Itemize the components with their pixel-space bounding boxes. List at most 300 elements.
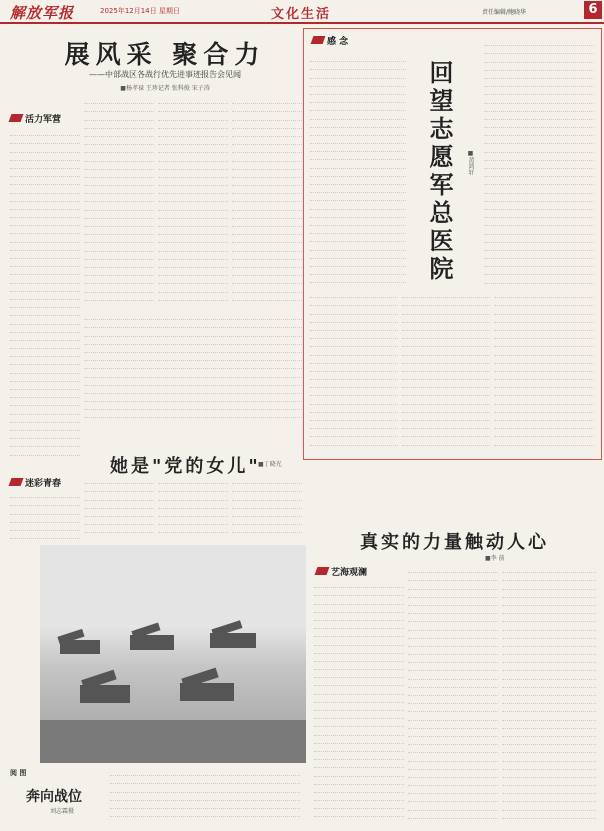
text-line — [314, 719, 404, 727]
text-line — [314, 596, 404, 604]
text-line — [84, 243, 154, 251]
text-line — [84, 476, 154, 484]
text-line — [408, 737, 498, 745]
text-line — [494, 413, 594, 421]
kicker-arts: 艺海观澜 — [316, 565, 367, 578]
text-line — [484, 275, 594, 283]
text-line — [10, 325, 80, 333]
text-line — [310, 388, 398, 396]
text-column — [484, 38, 594, 288]
text-line — [310, 421, 398, 429]
text-line — [310, 251, 406, 259]
text-line — [158, 260, 228, 268]
text-line — [84, 378, 302, 386]
text-line — [408, 680, 498, 688]
text-line — [232, 170, 302, 178]
text-column — [10, 490, 80, 540]
text-line — [158, 484, 228, 492]
text-line — [408, 802, 498, 810]
text-line — [502, 680, 596, 688]
text-line — [314, 605, 404, 613]
text-line — [402, 372, 490, 380]
text-line — [310, 267, 406, 275]
text-line — [10, 498, 80, 506]
text-line — [158, 153, 228, 161]
text-line — [232, 260, 302, 268]
text-line — [408, 655, 498, 663]
text-line — [484, 202, 594, 210]
text-line — [502, 770, 596, 778]
kicker-mark-icon — [315, 567, 330, 575]
text-line — [158, 96, 228, 104]
text-line — [158, 202, 228, 210]
gallery-label: 阅 图 — [10, 769, 27, 777]
text-line — [310, 120, 406, 128]
text-line — [110, 776, 300, 784]
text-column — [84, 312, 302, 422]
text-line — [484, 136, 594, 144]
text-line — [494, 380, 594, 388]
essay-author: ■黄鸿轩 — [467, 150, 474, 175]
text-line — [310, 152, 406, 160]
text-line — [10, 251, 80, 259]
story3-title: 真实的力量触动人心 — [360, 532, 549, 553]
kicker-mark-icon — [9, 478, 24, 486]
text-line — [502, 565, 596, 573]
text-line — [310, 275, 406, 283]
text-column — [502, 565, 596, 820]
text-column — [110, 768, 300, 818]
text-line — [484, 259, 594, 267]
text-line — [158, 112, 228, 120]
text-line — [484, 63, 594, 71]
text-line — [10, 292, 80, 300]
text-line — [84, 202, 154, 210]
text-line — [484, 243, 594, 251]
kicker-mark-icon — [9, 114, 24, 122]
text-line — [402, 290, 490, 298]
text-line — [310, 144, 406, 152]
text-line — [402, 323, 490, 331]
text-line — [502, 745, 596, 753]
text-line — [408, 786, 498, 794]
text-line — [408, 794, 498, 802]
text-line — [84, 145, 154, 153]
text-column — [314, 580, 404, 820]
text-line — [310, 323, 398, 331]
text-line — [84, 353, 302, 361]
text-column — [84, 96, 154, 306]
text-line — [158, 509, 228, 517]
text-line — [408, 631, 498, 639]
kicker-youth: 迷彩青春 — [10, 476, 61, 489]
text-line — [408, 696, 498, 704]
text-line — [232, 243, 302, 251]
text-line — [310, 234, 406, 242]
text-line — [502, 647, 596, 655]
text-line — [310, 315, 398, 323]
text-line — [484, 153, 594, 161]
text-line — [408, 721, 498, 729]
text-line — [484, 210, 594, 218]
newspaper-logo: 解放军报 — [10, 4, 75, 22]
feature-byline: ■杨孝禄 王珍记者 张科俊 宋子涛 — [120, 85, 210, 92]
text-line — [484, 112, 594, 120]
text-line — [314, 646, 404, 654]
text-line — [110, 809, 300, 817]
text-line — [310, 259, 406, 267]
text-line — [408, 745, 498, 753]
text-line — [10, 365, 80, 373]
text-line — [158, 178, 228, 186]
text-line — [158, 129, 228, 137]
text-line — [484, 38, 594, 46]
text-line — [84, 386, 302, 394]
text-line — [158, 170, 228, 178]
text-line — [310, 413, 398, 421]
text-line — [408, 762, 498, 770]
text-line — [232, 517, 302, 525]
text-line — [402, 356, 490, 364]
text-line — [310, 380, 398, 388]
text-line — [502, 598, 596, 606]
text-line — [84, 312, 302, 320]
text-line — [232, 121, 302, 129]
text-line — [502, 663, 596, 671]
text-line — [158, 121, 228, 129]
text-line — [10, 423, 80, 431]
text-line — [310, 54, 406, 62]
text-line — [84, 186, 154, 194]
text-line — [232, 112, 302, 120]
text-line — [484, 54, 594, 62]
text-line — [310, 347, 398, 355]
text-line — [502, 811, 596, 819]
text-line — [502, 671, 596, 679]
text-line — [314, 727, 404, 735]
text-line — [158, 501, 228, 509]
text-line — [402, 306, 490, 314]
text-line — [84, 361, 302, 369]
text-line — [310, 136, 406, 144]
text-line — [494, 356, 594, 364]
text-line — [84, 284, 154, 292]
text-line — [484, 251, 594, 259]
text-line — [232, 178, 302, 186]
gallery-caption: 奔向战位 — [26, 789, 82, 805]
text-line — [10, 153, 80, 161]
text-line — [232, 484, 302, 492]
text-line — [84, 517, 154, 525]
feature-headline: 展风采 聚合力 — [64, 40, 266, 69]
text-line — [84, 162, 154, 170]
text-line — [158, 235, 228, 243]
text-line — [314, 752, 404, 760]
text-line — [502, 606, 596, 614]
text-line — [310, 169, 406, 177]
text-line — [232, 145, 302, 153]
text-line — [232, 252, 302, 260]
text-line — [502, 614, 596, 622]
text-line — [310, 405, 398, 413]
text-line — [314, 736, 404, 744]
text-line — [10, 259, 80, 267]
text-line — [84, 484, 154, 492]
text-line — [310, 177, 406, 185]
text-line — [158, 276, 228, 284]
text-line — [502, 688, 596, 696]
text-line — [494, 306, 594, 314]
text-line — [84, 170, 154, 178]
text-line — [314, 695, 404, 703]
text-line — [10, 226, 80, 234]
story2-author: ■丁晓光 — [258, 461, 282, 468]
text-line — [314, 744, 404, 752]
text-line — [232, 162, 302, 170]
text-line — [10, 515, 80, 523]
text-line — [494, 437, 594, 445]
text-line — [232, 219, 302, 227]
text-line — [158, 194, 228, 202]
text-line — [10, 431, 80, 439]
text-line — [314, 662, 404, 670]
text-line — [484, 120, 594, 128]
text-line — [314, 654, 404, 662]
kicker-activity: 活力军营 — [10, 112, 61, 125]
text-line — [484, 95, 594, 103]
text-line — [502, 655, 596, 663]
text-line — [502, 704, 596, 712]
text-line — [10, 531, 80, 539]
text-line — [10, 490, 80, 498]
text-line — [484, 71, 594, 79]
text-line — [232, 525, 302, 533]
text-line — [314, 629, 404, 637]
text-line — [232, 194, 302, 202]
text-line — [158, 243, 228, 251]
text-line — [484, 46, 594, 54]
text-line — [402, 298, 490, 306]
text-line — [314, 613, 404, 621]
text-line — [158, 525, 228, 533]
text-line — [484, 177, 594, 185]
text-line — [110, 793, 300, 801]
text-line — [232, 202, 302, 210]
text-line — [84, 320, 302, 328]
text-line — [232, 276, 302, 284]
text-line — [494, 323, 594, 331]
text-line — [10, 300, 80, 308]
text-line — [310, 103, 406, 111]
text-line — [158, 252, 228, 260]
text-line — [408, 590, 498, 598]
text-line — [402, 405, 490, 413]
text-line — [84, 394, 302, 402]
text-line — [10, 275, 80, 283]
text-line — [158, 517, 228, 525]
text-column — [402, 290, 490, 450]
text-line — [408, 778, 498, 786]
text-line — [408, 614, 498, 622]
text-line — [310, 111, 406, 119]
text-line — [84, 178, 154, 186]
text-line — [232, 293, 302, 301]
text-line — [484, 218, 594, 226]
text-line — [310, 437, 398, 445]
text-line — [10, 243, 80, 251]
text-line — [84, 219, 154, 227]
text-line — [484, 161, 594, 169]
text-line — [10, 234, 80, 242]
text-line — [10, 415, 80, 423]
issue-date: 2025年12月14日 星期日 — [100, 7, 180, 15]
text-line — [84, 194, 154, 202]
text-line — [408, 598, 498, 606]
text-line — [314, 785, 404, 793]
text-line — [484, 169, 594, 177]
text-line — [84, 137, 154, 145]
text-line — [314, 703, 404, 711]
text-line — [232, 501, 302, 509]
text-line — [408, 704, 498, 712]
text-line — [484, 226, 594, 234]
text-line — [84, 104, 154, 112]
text-line — [310, 290, 398, 298]
text-line — [314, 621, 404, 629]
text-line — [10, 210, 80, 218]
text-line — [402, 380, 490, 388]
text-line — [158, 219, 228, 227]
text-line — [10, 447, 80, 455]
text-line — [310, 87, 406, 95]
text-line — [84, 509, 154, 517]
text-line — [10, 169, 80, 177]
text-line — [232, 284, 302, 292]
text-line — [10, 390, 80, 398]
text-line — [314, 793, 404, 801]
text-line — [314, 809, 404, 817]
text-column — [158, 476, 228, 540]
text-line — [314, 711, 404, 719]
text-line — [502, 631, 596, 639]
text-line — [10, 136, 80, 144]
text-line — [502, 778, 596, 786]
text-line — [408, 729, 498, 737]
text-line — [502, 729, 596, 737]
text-line — [484, 104, 594, 112]
text-line — [84, 112, 154, 120]
text-line — [502, 590, 596, 598]
text-line — [408, 565, 498, 573]
text-line — [10, 284, 80, 292]
text-line — [310, 185, 406, 193]
text-line — [502, 721, 596, 729]
text-line — [310, 201, 406, 209]
text-line — [402, 388, 490, 396]
text-line — [408, 671, 498, 679]
text-line — [10, 185, 80, 193]
text-line — [502, 622, 596, 630]
text-line — [484, 79, 594, 87]
text-line — [310, 298, 398, 306]
feature-subtitle: ——中部战区各战行优先进事迹报告会见闻 — [89, 70, 241, 79]
text-line — [310, 396, 398, 404]
text-line — [314, 637, 404, 645]
text-line — [158, 293, 228, 301]
text-line — [402, 347, 490, 355]
text-line — [84, 328, 302, 336]
news-photo — [40, 545, 306, 763]
text-line — [310, 210, 406, 218]
text-line — [408, 663, 498, 671]
text-line — [402, 437, 490, 445]
text-line — [84, 402, 302, 410]
text-line — [158, 137, 228, 145]
text-line — [484, 267, 594, 275]
text-line — [502, 573, 596, 581]
text-line — [158, 104, 228, 112]
text-line — [494, 429, 594, 437]
section-title: 文化生活 — [270, 7, 331, 22]
text-line — [84, 501, 154, 509]
text-line — [10, 194, 80, 202]
text-line — [10, 506, 80, 514]
text-line — [10, 341, 80, 349]
text-line — [84, 276, 154, 284]
text-line — [158, 211, 228, 219]
text-line — [10, 349, 80, 357]
text-line — [84, 153, 154, 161]
text-line — [502, 639, 596, 647]
text-line — [502, 712, 596, 720]
text-line — [494, 339, 594, 347]
text-line — [314, 760, 404, 768]
text-line — [232, 509, 302, 517]
text-line — [408, 811, 498, 819]
text-line — [502, 581, 596, 589]
text-line — [10, 161, 80, 169]
text-line — [10, 316, 80, 324]
text-line — [310, 62, 406, 70]
text-line — [310, 372, 398, 380]
text-line — [84, 345, 302, 353]
text-line — [84, 252, 154, 260]
text-column — [10, 128, 80, 458]
text-line — [232, 104, 302, 112]
text-line — [408, 753, 498, 761]
text-line — [158, 162, 228, 170]
text-line — [494, 421, 594, 429]
text-line — [310, 242, 406, 250]
story3-author: ■李 前 — [485, 555, 505, 562]
text-line — [232, 492, 302, 500]
text-line — [158, 492, 228, 500]
text-line — [10, 374, 80, 382]
text-line — [502, 762, 596, 770]
text-line — [484, 194, 594, 202]
text-line — [402, 339, 490, 347]
text-line — [10, 406, 80, 414]
text-line — [10, 177, 80, 185]
text-line — [314, 777, 404, 785]
text-line — [494, 331, 594, 339]
text-line — [110, 801, 300, 809]
text-line — [502, 753, 596, 761]
text-line — [84, 525, 154, 533]
text-line — [10, 333, 80, 341]
text-line — [314, 580, 404, 588]
text-line — [484, 128, 594, 136]
